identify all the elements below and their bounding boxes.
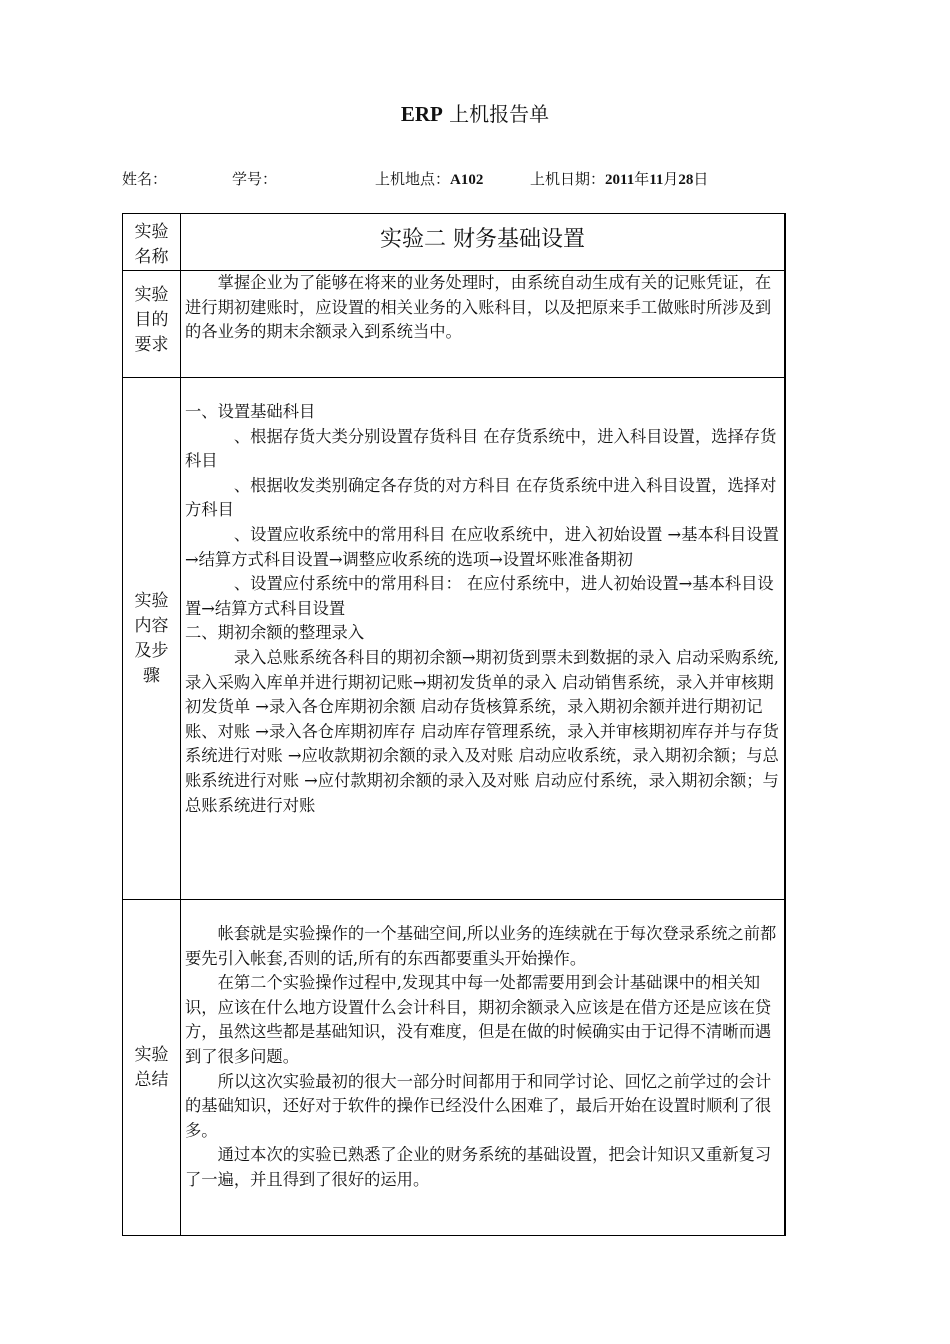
lab-date-label: 上机日期： — [530, 170, 606, 188]
summary-paragraph-4: 通过本次的实验已熟悉了企业的财务系统的基础设置，把会计知识又重新复习了一遍，并且得到了很好的运用。 — [185, 1145, 772, 1189]
label-line: 实验 — [134, 222, 169, 242]
label-content — [123, 378, 181, 900]
content-heading-2: 二、期初余额的整理录入 — [185, 623, 365, 643]
summary-text-cell — [181, 900, 786, 1236]
experiment-name-value: 实验二 财务基础设置 — [181, 214, 786, 271]
purpose-text: 掌握企业为了能够在将来的业务处理时，由系统自动生成有关的记账凭证，在进行期初建账时，应设置的相关业务的入账科目，以及把原来手工做账时所涉及到的各业务的期末余额录入到系统当中。 — [185, 273, 772, 342]
row-experiment-name — [123, 214, 786, 271]
date-month: 11 — [649, 172, 664, 188]
row-purpose — [123, 271, 786, 378]
content-step-1: 、根据存货大类分别设置存货科目 在存货系统中，进入科目设置，选择存货科目 — [185, 426, 777, 471]
student-id-label: 学号： — [232, 170, 278, 188]
content-step-3: 、设置应收系统中的常用科目 在应收系统中，进入初始设置 →基本科目设置→结算方式科目设置→调整应收系统的选项→设置坏账准备期初 — [185, 524, 779, 569]
label-line: 实验 — [134, 285, 169, 305]
date-year-unit: 年 — [634, 170, 650, 188]
label-experiment-name — [123, 214, 181, 271]
label-line: 实验 — [134, 590, 169, 611]
content-step-2: 、根据收发类别确定各存货的对方科目 在存货系统中进入科目设置，选择对方科目 — [185, 475, 777, 520]
page-title — [0, 98, 950, 127]
date-day: 28 — [678, 172, 694, 188]
content-step-5: 录入总账系统各科目的期初余额→期初货到票未到数据的录入 启动采购系统,录入采购入库单并进行期初记账→期初发货单的录入 启动销售系统，录入并审核期初发货单 →录入各仓库期初余额 启动存货核算系统，录入期初余额并进行期初记账、对账 →录入各仓库期初库存 启动库存管理系统，录入并审核期初库存并与存货系统进行对账 →应收款期初余额的录入及对账 启动应收系统，录入期初余额；与总账系统进行对账 →应付款期初余额的录入及对账 启动应付系统，录入期初余额；与总账系统进行对账 — [185, 647, 779, 815]
label-line: 总结 — [134, 1069, 169, 1090]
content-text-cell — [181, 378, 786, 900]
date-month-unit: 月 — [663, 170, 679, 188]
content-step-4: 、设置应付系统中的常用科目： 在应付系统中，进人初始设置→基本科目设置→结算方式科目设置 — [185, 574, 774, 618]
summary-paragraph-2: 在第二个实验操作过程中,发现其中每一处都需要用到会计基础课中的相关知识，应该在什么地方设置什么会计科目，期初余额录入应该是在借方还是应该在贷方，虽然这些都是基础知识，没有难度，但是在做的时候确实由于记得不清晰而遇到了很多问题。 — [185, 973, 772, 1066]
summary-paragraph-3: 所以这次实验最初的很大一部分时间都用于和同学讨论、回忆之前学过的会计的基础知识，还好对于软件的操作已经没什么困难了，最后开始在设置时顺利了很多。 — [185, 1071, 772, 1140]
label-line: 实验 — [134, 1044, 169, 1065]
row-summary — [123, 900, 786, 1236]
lab-date — [530, 168, 708, 189]
label-line: 内容 — [134, 615, 169, 636]
label-line: 骤 — [143, 665, 160, 686]
name-label: 姓名： — [122, 170, 168, 188]
purpose-text-cell — [181, 271, 786, 378]
content-heading-1: 一、设置基础科目 — [185, 402, 316, 421]
date-year: 2011 — [605, 172, 635, 188]
lab-place-value: A102 — [450, 172, 484, 188]
label-summary — [123, 900, 181, 1236]
label-line: 要求 — [134, 335, 169, 355]
summary-paragraph-1: 帐套就是实验操作的一个基础空间,所以业务的连续就在于每次登录系统之前都要先引入帐套,否则的话,所有的东西都要重头开始操作。 — [185, 924, 777, 968]
report-table — [122, 213, 786, 1236]
lab-place-label: 上机地点： — [375, 170, 451, 188]
label-purpose — [123, 271, 181, 378]
label-line: 目的 — [134, 310, 169, 330]
label-line: 名称 — [134, 247, 169, 267]
lab-place — [375, 168, 483, 189]
date-day-unit: 日 — [693, 170, 709, 188]
label-line: 及步 — [134, 640, 169, 661]
title-zh: 上机报告单 — [449, 102, 550, 126]
title-en: ERP — [400, 102, 443, 126]
row-content — [123, 378, 786, 900]
